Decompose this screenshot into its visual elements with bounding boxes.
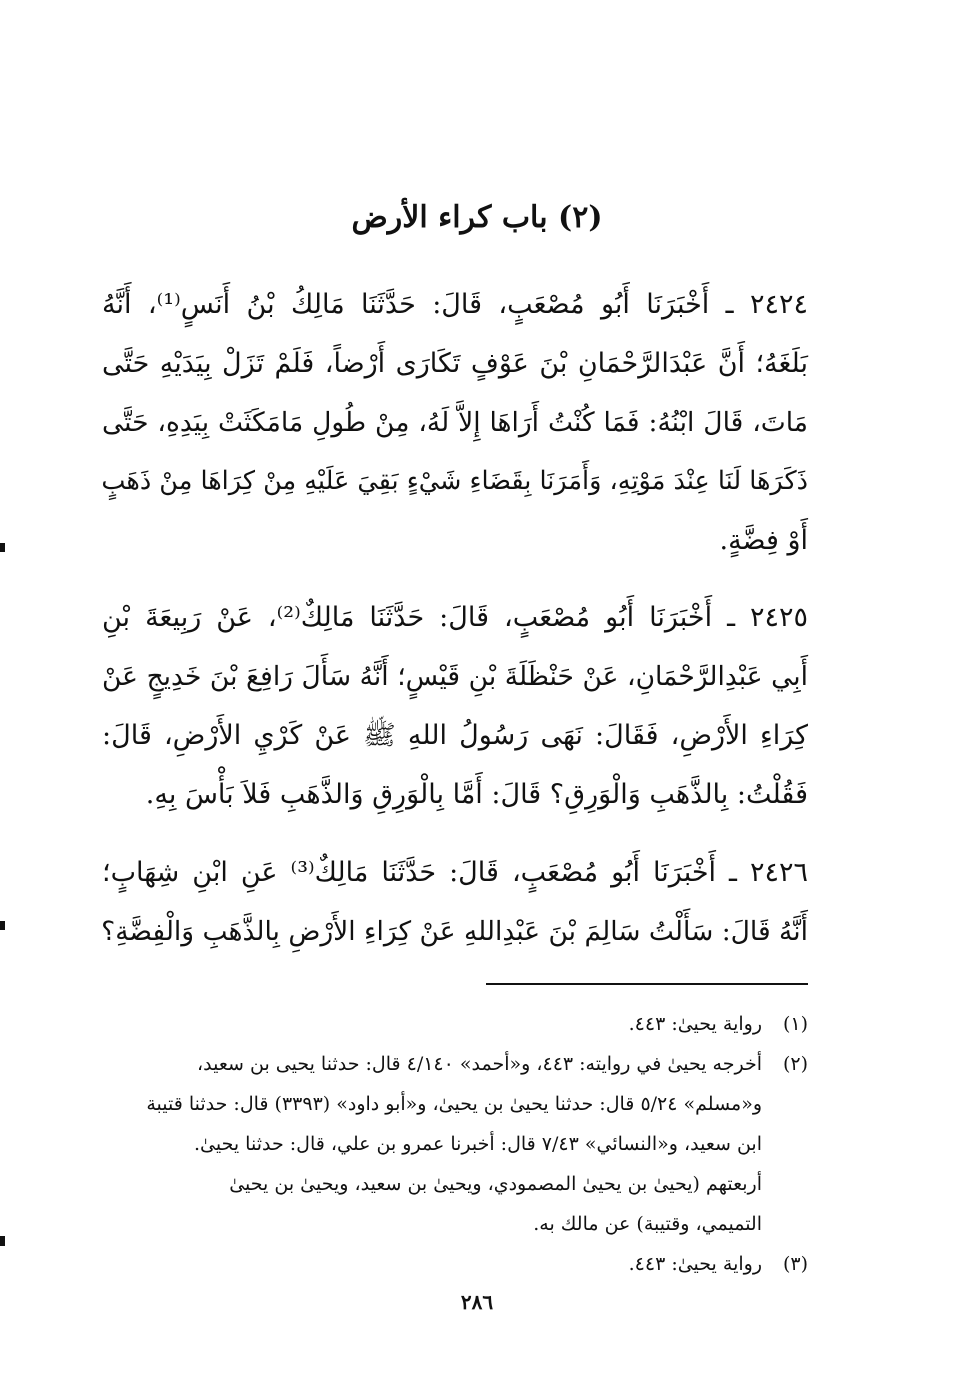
hadith-line: ذَكَرَهَا لَنَا عِنْدَ مَوْتِهِ، وَأَمَرَنَا بِقَضَاءِ شَيْءٍ بَقِيَ عَلَيْهِ مِنْ كِرَاهَا مِنْ ذَهَبٍ bbox=[101, 466, 808, 496]
footnote-line: رواية يحيىٰ: ٤٤٣. bbox=[628, 1013, 762, 1035]
footnote-number: (٢) bbox=[782, 1053, 808, 1075]
footnote-separator bbox=[486, 983, 808, 985]
footnote-3 bbox=[100, 1244, 808, 1284]
footnote-1 bbox=[100, 1004, 808, 1044]
footnote-line: رواية يحيىٰ: ٤٤٣. bbox=[628, 1253, 762, 1275]
page-number: ٢٨٦ bbox=[460, 1290, 494, 1314]
hadith-line: ٢٤٢٤ ـ أَخْبَرَنَا أَبُو مُصْعَبٍ، قَالَ: حَدَّثَنَا مَالِكُ بْنُ أَنَسٍ⁽¹⁾، أَنَّهُ bbox=[102, 289, 808, 320]
hadith-line: أَنَّهُ قَالَ: سَأَلْتُ سَالِمَ بْنَ عَبْدِاللهِ عَنْ كِرَاءِ الأَرْضِ بِالذَّهَبِ وَالْفِضَّةِ؟ bbox=[101, 916, 808, 947]
chapter-title: (٢) باب كراء الأرض bbox=[351, 200, 603, 235]
hadith-2426 bbox=[102, 843, 808, 961]
hadith-line: فَقُلْتُ: بِالذَّهَبِ وَالْوَرِقِ؟ قَالَ: أَمَّا بِالْوَرِقِ وَالذَّهَبِ فَلاَ بَأْسَ بِهِ. bbox=[145, 779, 808, 810]
hadith-2425 bbox=[102, 588, 808, 824]
hadith-line: كِرَاءِ الأَرْضِ، فَقَالَ: نَهَى رَسُولُ اللهِ ﷺ عَنْ كَرْيِ الأَرْضِ، قَالَ: bbox=[102, 720, 808, 751]
footnote-body bbox=[100, 1004, 762, 1044]
hadith-line: ٢٤٢٥ ـ أَخْبَرَنَا أَبُو مُصْعَبٍ، قَالَ: حَدَّثَنَا مَالِكٌ⁽²⁾، عَنْ رَبِيعَةَ بْنِ bbox=[102, 602, 808, 633]
footnote-number: (١) bbox=[782, 1013, 808, 1035]
footnote-body bbox=[100, 1244, 762, 1284]
footnote-line: التميمي، وقتيبة) عن مالك به. bbox=[533, 1213, 762, 1235]
footnote-number: (٣) bbox=[782, 1253, 808, 1275]
scan-edge-mark bbox=[0, 543, 5, 552]
hadith-line: بَلَغَهُ؛ أَنَّ عَبْدَالرَّحْمَانِ بْنَ عَوْفٍ تَكَارَى أَرْضاً، فَلَمْ تَزَلْ بِيَدَيْهِ حَتَّى bbox=[102, 348, 808, 379]
hadith-line: أَوْ فِضَّةٍ. bbox=[719, 525, 808, 556]
footnote-line: أخرجه يحيىٰ في روايته: ٤٤٣، و«أحمد» ٤/١٤٠ قال: حدثنا يحيى بن سعيد، bbox=[197, 1053, 762, 1075]
footnote-body bbox=[100, 1044, 762, 1244]
hadith-line: مَاتَ، قَالَ ابْنُهُ: فَمَا كُنْتُ أَرَاهَا إِلاَّ لَهُ، مِنْ طُولِ مَامَكَثَتْ بِيَدِهِ، حَتَّى bbox=[102, 407, 808, 438]
footnote-line: و«مسلم» ٥/٢٤ قال: حدثنا يحيىٰ بن يحيىٰ، و«أبو داود» (٣٣٩٣) قال: حدثنا قتيبة bbox=[146, 1093, 762, 1115]
footnote-2 bbox=[100, 1044, 808, 1244]
footnote-line: ابن سعيد، و«النسائي» ٧/٤٣ قال: أخبرنا عمرو بن علي، قال: حدثنا يحيىٰ. bbox=[193, 1133, 762, 1155]
hadith-line: ٢٤٢٦ ـ أَخْبَرَنَا أَبُو مُصْعَبٍ، قَالَ: حَدَّثَنَا مَالِكٌ⁽³⁾ عَنِ ابْنِ شِهَابٍ؛ bbox=[102, 857, 808, 888]
scan-edge-mark bbox=[0, 1236, 5, 1246]
hadith-line: أَبِي عَبْدِالرَّحْمَانِ، عَنْ حَنْظَلَةَ بْنِ قَيْسٍ؛ أَنَّهُ سَأَلَ رَافِعَ بْنَ خَدِيجٍ عَنْ bbox=[102, 661, 808, 692]
footnotes bbox=[100, 1004, 808, 1284]
footnote-line: أربعتهم (يحيىٰ بن يحيىٰ المصمودي، ويحيىٰ بن سعيد، ويحيىٰ بن يحيىٰ bbox=[229, 1173, 762, 1195]
scan-edge-mark bbox=[0, 921, 5, 930]
hadith-2424 bbox=[102, 275, 808, 570]
